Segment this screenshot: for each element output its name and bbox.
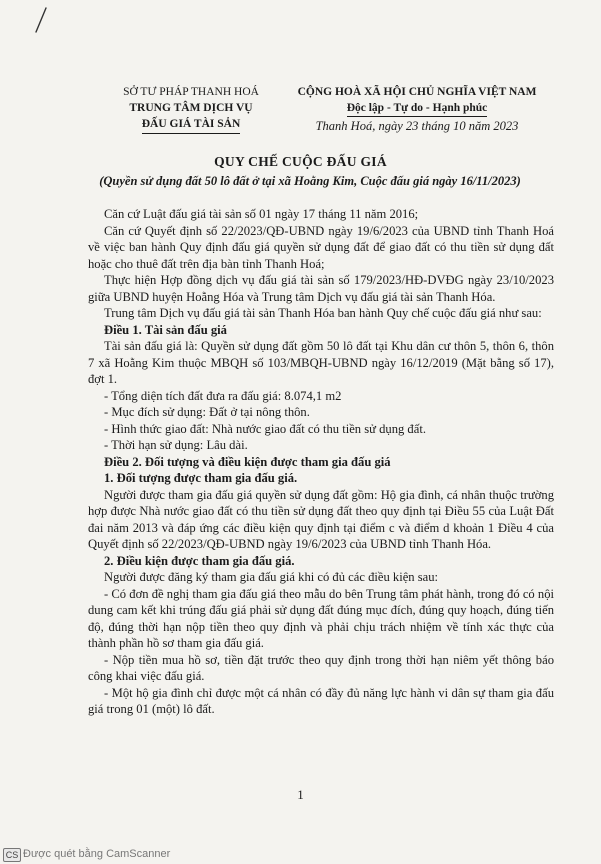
condition-one-per-household: - Một hộ gia đình chỉ được một cá nhân có đầy đủ năng lực hành vi dân sự tham gia đấu giá trong 01 (một) lô đất. xyxy=(88,685,554,716)
legal-basis-2: Căn cứ Quyết định số 22/2023/QĐ-UBND ngày 19/6/2023 của UBND tỉnh Thanh Hoá về việc ban hành Quy định đấu giá quyền sử dụng đất để giao đất có thu tiền sử dụng đất hoặc cho thuê đất trên địa bàn tỉnh Thanh Hoá; xyxy=(88,223,554,271)
asset-description: Tài sản đấu giá là: Quyền sử dụng đất gồm 50 lô đất tại Khu dân cư thôn 5, thôn 6, thôn 7 xã Hoằng Kim thuộc MBQH số 103/MBQH-UBND ngày 16/12/2019 (Mặt bằng số 17), đợt 1. xyxy=(88,339,554,386)
eligible-participants: Người được tham gia đấu giá quyền sử dụng đất gồm: Hộ gia đình, cá nhân thuộc trường hợp được Nhà nước giao đất có thu tiền sử dụng đất theo quy định tại Điều 55 của Luật Đất đai năm 2013 và đáp ứng các điều kiện quy định tại điểm c và điểm d khoản 1 Điều 4 của Quyết định số 22/2023/QĐ-UBND ngày 19/6/2023 của UBND tỉnh Thanh Hóa. xyxy=(88,487,554,551)
document-title: QUY CHẾ CUỘC ĐẤU GIÁ xyxy=(214,154,387,169)
contract-reference: Thực hiện Hợp đồng dịch vụ đấu giá tài sản số 179/2023/HĐ-DVĐG ngày 23/10/2023 giữa UBND huyện Hoằng Hóa và Trung tâm Dịch vụ đấu giá tài sản Thanh Hóa. xyxy=(88,273,554,304)
land-use-purpose: - Mục đích sử dụng: Đất ở tại nông thôn. xyxy=(104,405,310,419)
legal-basis-1: Căn cứ Luật đấu giá tài sản số 01 ngày 17 tháng 11 năm 2016; xyxy=(104,207,419,221)
scanner-footer-text: Được quét bằng CamScanner xyxy=(23,848,171,860)
issuance-statement: Trung tâm Dịch vụ đấu giá tài sản Thanh Hóa ban hành Quy chế cuộc đấu giá như sau: xyxy=(104,306,542,320)
pen-stroke-mark xyxy=(34,6,48,34)
agency-parent: SỞ TƯ PHÁP THANH HOÁ xyxy=(123,86,259,98)
usage-term: - Thời hạn sử dụng: Lâu dài. xyxy=(104,438,248,452)
article-1-heading: Điều 1. Tài sản đấu giá xyxy=(104,322,227,337)
document-body xyxy=(88,206,554,718)
motto: Độc lập - Tự do - Hạnh phúc xyxy=(347,100,488,117)
section-2-heading: 2. Điều kiện được tham gia đấu giá. xyxy=(104,553,295,568)
issuing-agency-block xyxy=(96,84,286,134)
document-subtitle: (Quyền sử dụng đất 50 lô đất ở tại xã Hoằng Kim, Cuộc đấu giá ngày 16/11/2023) xyxy=(99,174,521,188)
country-name: CỘNG HOÀ XÃ HỘI CHỦ NGHĨA VIỆT NAM xyxy=(297,86,537,98)
page-number: 1 xyxy=(297,787,304,802)
article-2-heading: Điều 2. Đối tượng và điều kiện được tham gia đấu giá xyxy=(104,454,391,469)
allocation-form: - Hình thức giao đất: Nhà nước giao đất có thu tiền sử dụng đất. xyxy=(104,421,426,436)
scanner-footer xyxy=(0,846,601,864)
agency-name-line1: TRUNG TÂM DỊCH VỤ xyxy=(129,102,253,114)
condition-application: - Có đơn đề nghị tham gia đấu giá theo mẫu do bên Trung tâm phát hành, trong đó có nội dung cam kết khi trúng đấu giá phải sử dụng đất đúng mục đích, đúng quy hoạch, đúng tiến độ, đúng thời hạn nộp tiền theo quy định và phải chịu trách nhiệm về tính xác thực của thành phần hồ sơ tham gia đấu giá. xyxy=(88,586,554,650)
section-1-heading: 1. Đối tượng được tham gia đấu giá. xyxy=(104,471,298,485)
total-area: - Tổng diện tích đất đưa ra đấu giá: 8.074,1 m2 xyxy=(104,388,342,403)
conditions-intro: Người được đăng ký tham gia đấu giá khi có đủ các điều kiện sau: xyxy=(104,570,439,584)
condition-payment: - Nộp tiền mua hồ sơ, tiền đặt trước theo quy định trong thời hạn niêm yết thông báo công khai việc đấu giá. xyxy=(88,652,554,683)
camscanner-logo-icon: CS xyxy=(3,848,21,862)
agency-name-line2: ĐẤU GIÁ TÀI SẢN xyxy=(142,116,241,134)
national-motto-block xyxy=(292,84,542,134)
place-date: Thanh Hoá, ngày 23 tháng 10 năm 2023 xyxy=(315,119,519,133)
